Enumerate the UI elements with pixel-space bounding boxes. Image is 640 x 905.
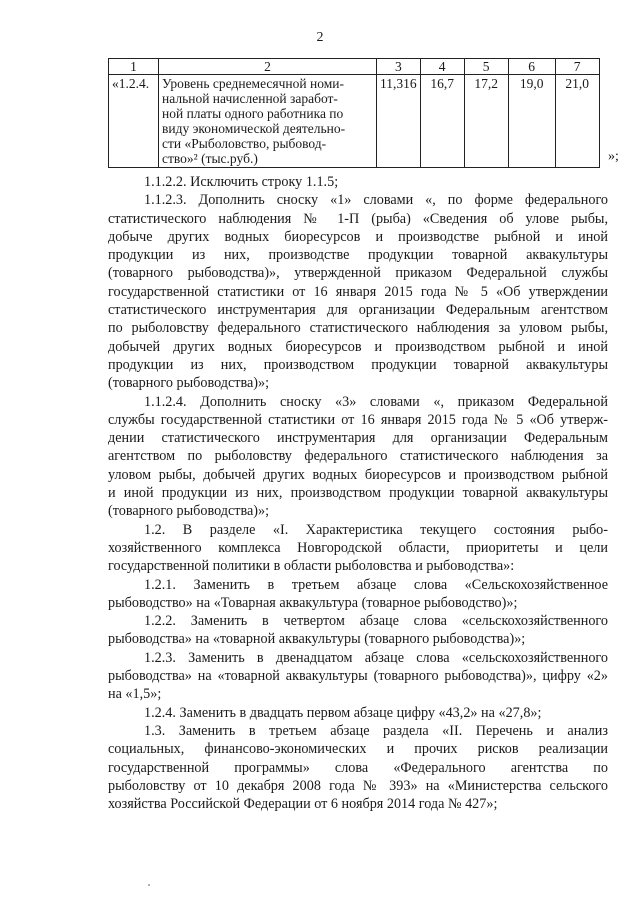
paragraph-line: 1.1.2.3. Дополнить сноску «1» словами «, по форме федерального <box>144 192 608 209</box>
paragraph <box>108 191 608 392</box>
document-body <box>108 173 608 813</box>
row-indicator-name <box>159 75 377 168</box>
paragraph-line: агентством по рыболовству федерального статистического наблюдения за <box>108 448 608 465</box>
paragraph-line: продукции из них, производстве продукции товарной аквакультуры <box>108 247 608 264</box>
paragraph <box>108 612 608 649</box>
paragraph-line: 1.3. Заменить в третьем абзаце раздела «II. Перечень и анализ <box>144 722 608 739</box>
paragraph-line: рыболовству от 10 декабря 2008 года № 393» на «Министерства сельского <box>108 777 608 794</box>
table-header-row <box>109 59 600 75</box>
paragraph <box>108 649 608 704</box>
paragraph-line: государственной программы» слова «Федерального агентства по <box>108 759 608 776</box>
paragraph-line: социальных, финансово-экономических и прочих рисков реализации <box>108 741 608 758</box>
paragraph-line: (товарного рыбоводства)»; <box>108 503 270 520</box>
table-header-cell: 1 <box>109 59 159 75</box>
paragraph-line: государственной политики в области рыболовства и рыбоводства»: <box>108 558 515 575</box>
row-value: 19,0 <box>508 75 555 168</box>
row-value: 16,7 <box>420 75 464 168</box>
paragraph-line: (товарного рыбоводства)»; <box>108 375 270 392</box>
scan-dot <box>148 884 150 886</box>
paragraph-line: продукции из них, производством продукции товарной аквакультуры <box>108 356 608 373</box>
paragraph-line: рыбоводства» на «товарной аквакультуры (товарного рыбоводства)»; <box>108 631 526 648</box>
paragraph-line: 1.2.2. Заменить в четвертом абзаце слова «сельскохозяйственного <box>144 613 608 630</box>
table-header-cell: 5 <box>464 59 508 75</box>
paragraph-line: (товарного рыбоводства)», утвержденной приказом Федеральной службы <box>108 265 608 282</box>
indicator-name-line: ной платы одного работника по <box>162 106 344 121</box>
paragraph <box>108 704 608 722</box>
paragraph-line: хозяйственного комплекса Новгородской области, приоритеты и цели <box>108 539 608 556</box>
paragraph-line: по рыболовству федерального статистического наблюдения за уловом рыбы, <box>108 320 608 337</box>
paragraph-line: 1.2.1. Заменить в третьем абзаце слова «Сельскохозяйственное <box>144 576 608 593</box>
paragraph <box>108 576 608 613</box>
paragraph-line: добыче других водных биоресурсов и производстве рыбной и иной <box>108 228 608 245</box>
table-closing-quote: »; <box>608 149 619 164</box>
paragraph <box>108 393 608 521</box>
paragraph <box>108 521 608 576</box>
paragraph-line: 1.1.2.4. Дополнить сноску «3» словами «, приказом Федеральной <box>144 393 608 410</box>
paragraph-line: хозяйства Российской Федерации от 6 ноября 2014 года № 427»; <box>108 796 498 813</box>
paragraph-line: 1.2.4. Заменить в двадцать первом абзаце цифру «43,2» на «27,8»; <box>144 704 542 721</box>
table-header-cell: 6 <box>508 59 555 75</box>
paragraph-line: статистического наблюдения № 1-П (рыба) «Сведения об улове рыбы, <box>108 210 608 227</box>
paragraph-line: службы государственной статистики от 16 января 2015 года № 5 «Об утверж- <box>108 411 608 428</box>
table-header-cell: 2 <box>159 59 377 75</box>
paragraph-line: и иной продукции из них, производством продукции товарной аквакультуры <box>108 485 608 502</box>
paragraph-line: статистического инструментария для организации Федеральным агентством <box>108 302 608 319</box>
indicator-name-line: сти «Рыболовство, рыбовод- <box>162 136 327 151</box>
table-header-cell: 7 <box>555 59 599 75</box>
paragraph-line: дении статистического инструментария для организации Федеральным <box>108 430 608 447</box>
indicator-name-line: виду экономической деятельно- <box>162 121 346 136</box>
paragraph-line: 1.2. В разделе «I. Характеристика текущего состояния рыбо- <box>144 521 608 538</box>
paragraph <box>108 173 608 191</box>
row-value: 17,2 <box>464 75 508 168</box>
indicator-name-line: нальной начисленной заработ- <box>162 91 338 106</box>
table-header-cell: 4 <box>420 59 464 75</box>
paragraph <box>108 722 608 813</box>
paragraph-line: уловом рыбы, добычей других водных биоресурсов и производством рыбной <box>108 466 608 483</box>
row-value: 21,0 <box>555 75 599 168</box>
paragraph-line: государственной статистики от 16 января 2015 года № 5 «Об утверждении <box>108 283 608 300</box>
row-code: «1.2.4. <box>109 75 159 168</box>
paragraph-line: рыбоводство» на «Товарная аквакультура (товарное рыбоводство)»; <box>108 594 518 611</box>
paragraph-line: на «1,5»; <box>108 686 162 703</box>
paragraph-line: рыбоводства» на «товарной аквакультуры (товарного рыбоводства)», цифру «2» <box>108 668 608 685</box>
table-header-cell: 3 <box>377 59 421 75</box>
table-row <box>109 75 600 168</box>
page-number: 2 <box>316 30 324 45</box>
row-value: 11,316 <box>377 75 421 168</box>
paragraph-line: 1.2.3. Заменить в двенадцатом абзаце слова «сельскохозяйственного <box>144 649 608 666</box>
paragraph-line: 1.1.2.2. Исключить строку 1.1.5; <box>144 174 339 190</box>
paragraph-line: добычей других водных биоресурсов и производством рыбной и иной <box>108 338 608 355</box>
indicator-name-line: Уровень среднемесячной номи- <box>162 76 344 91</box>
indicator-table <box>108 58 600 168</box>
indicator-name-line: ство»² (тыс.руб.) <box>162 151 258 166</box>
